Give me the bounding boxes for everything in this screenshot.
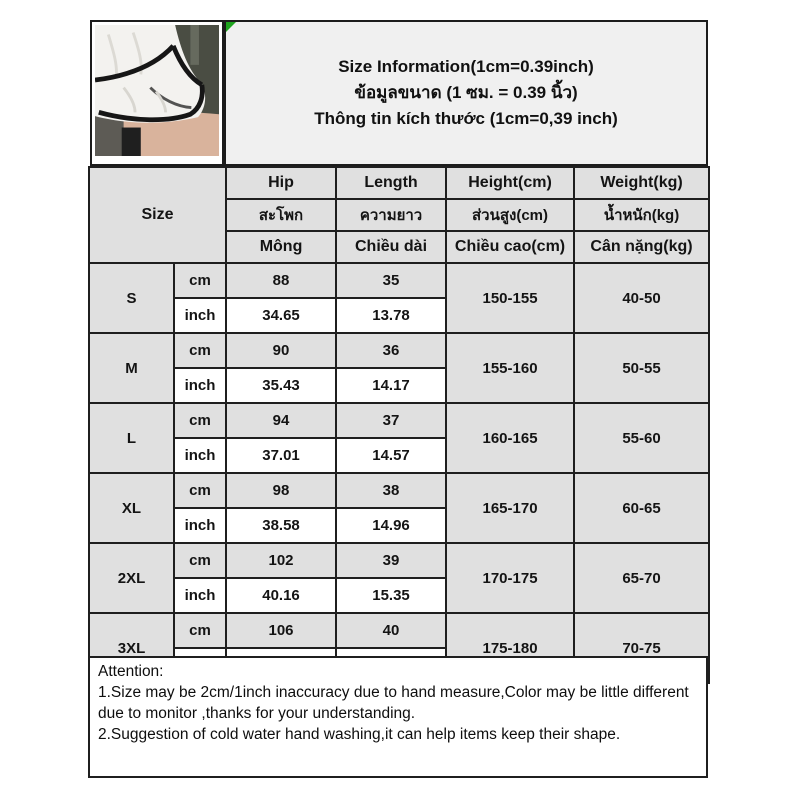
hip-inch-cell: 40.16 [226, 578, 336, 613]
hip-cm-cell: 90 [226, 333, 336, 368]
product-photo [90, 20, 224, 166]
title-box [224, 20, 708, 166]
length-inch-cell: 15.35 [336, 578, 446, 613]
length-cm-cell: 39 [336, 543, 446, 578]
hip-inch-cell: 38.58 [226, 508, 336, 543]
col-header-height-vi: Chiều cao(cm) [446, 231, 574, 263]
length-cm-cell: 37 [336, 403, 446, 438]
length-cm-cell: 35 [336, 263, 446, 298]
row-l-cm [89, 403, 709, 438]
row-s-cm [89, 263, 709, 298]
col-header-weight-th: น้ำหนัก(kg) [574, 199, 709, 231]
col-header-hip-th: สะโพก [226, 199, 336, 231]
height-cell: 160-165 [446, 403, 574, 473]
attention-note-1: 1.Size may be 2cm/1inch inaccuracy due to hand measure,Color may be little different due to monitor ,thanks for your understanding. [98, 684, 689, 722]
unit-inch-cell: inch [174, 368, 226, 403]
attention-heading: Attention: [98, 663, 164, 680]
row-3xl-cm [89, 613, 709, 648]
col-header-hip-en: Hip [226, 167, 336, 199]
hip-inch-cell: 34.65 [226, 298, 336, 333]
attention-box [88, 656, 708, 778]
hip-cm-cell: 88 [226, 263, 336, 298]
unit-cm-cell: cm [174, 333, 226, 368]
size-table [88, 166, 710, 684]
col-header-weight-en: Weight(kg) [574, 167, 709, 199]
weight-cell: 40-50 [574, 263, 709, 333]
weight-cell: 55-60 [574, 403, 709, 473]
weight-cell: 50-55 [574, 333, 709, 403]
row-m-cm [89, 333, 709, 368]
title-thai: ข้อมูลขนาด (1 ซม. = 0.39 นิ้ว) [354, 83, 578, 102]
size-label-cell: 2XL [89, 543, 174, 613]
size-label-cell: 3XL [89, 613, 174, 683]
hip-cm-cell: 94 [226, 403, 336, 438]
height-cell: 150-155 [446, 263, 574, 333]
unit-cm-cell: cm [174, 473, 226, 508]
weight-cell: 65-70 [574, 543, 709, 613]
weight-cell: 60-65 [574, 473, 709, 543]
length-cm-cell: 38 [336, 473, 446, 508]
header-row-english [89, 167, 709, 199]
size-label-cell: L [89, 403, 174, 473]
shorts-photo-illustration [95, 25, 219, 156]
attention-note-2: 2.Suggestion of cold water hand washing,it can help items keep their shape. [98, 726, 621, 743]
row-2xl-cm [89, 543, 709, 578]
length-cm-cell: 36 [336, 333, 446, 368]
unit-inch-cell: inch [174, 578, 226, 613]
hip-cm-cell: 102 [226, 543, 336, 578]
col-header-length-th: ความยาว [336, 199, 446, 231]
unit-cm-cell: cm [174, 263, 226, 298]
size-label-cell: XL [89, 473, 174, 543]
row-xl-cm [89, 473, 709, 508]
size-label-cell: M [89, 333, 174, 403]
title-vietnamese: Thông tin kích thước (1cm=0,39 inch) [314, 109, 618, 128]
hip-cm-cell: 106 [226, 613, 336, 648]
col-header-hip-vi: Mông [226, 231, 336, 263]
hip-inch-cell: 37.01 [226, 438, 336, 473]
green-corner-marker-icon [226, 22, 236, 32]
title-english: Size Information(1cm=0.39inch) [338, 57, 594, 76]
col-header-length-vi: Chiều dài [336, 231, 446, 263]
col-header-height-th: ส่วนสูง(cm) [446, 199, 574, 231]
unit-inch-cell: inch [174, 438, 226, 473]
height-cell: 175-180 [446, 613, 574, 683]
height-cell: 170-175 [446, 543, 574, 613]
hip-cm-cell: 98 [226, 473, 336, 508]
length-inch-cell: 13.78 [336, 298, 446, 333]
size-header-cell: Size [89, 167, 226, 263]
length-cm-cell: 40 [336, 613, 446, 648]
unit-cm-cell: cm [174, 543, 226, 578]
unit-inch-cell: inch [174, 298, 226, 333]
length-inch-cell: 14.96 [336, 508, 446, 543]
size-label-cell: S [89, 263, 174, 333]
height-cell: 155-160 [446, 333, 574, 403]
length-inch-cell: 14.57 [336, 438, 446, 473]
col-header-height-en: Height(cm) [446, 167, 574, 199]
hip-inch-cell: 35.43 [226, 368, 336, 403]
unit-cm-cell: cm [174, 403, 226, 438]
length-inch-cell: 14.17 [336, 368, 446, 403]
col-header-weight-vi: Cân nặng(kg) [574, 231, 709, 263]
unit-inch-cell: inch [174, 508, 226, 543]
weight-cell: 70-75 [574, 613, 709, 683]
height-cell: 165-170 [446, 473, 574, 543]
unit-cm-cell: cm [174, 613, 226, 648]
col-header-length-en: Length [336, 167, 446, 199]
